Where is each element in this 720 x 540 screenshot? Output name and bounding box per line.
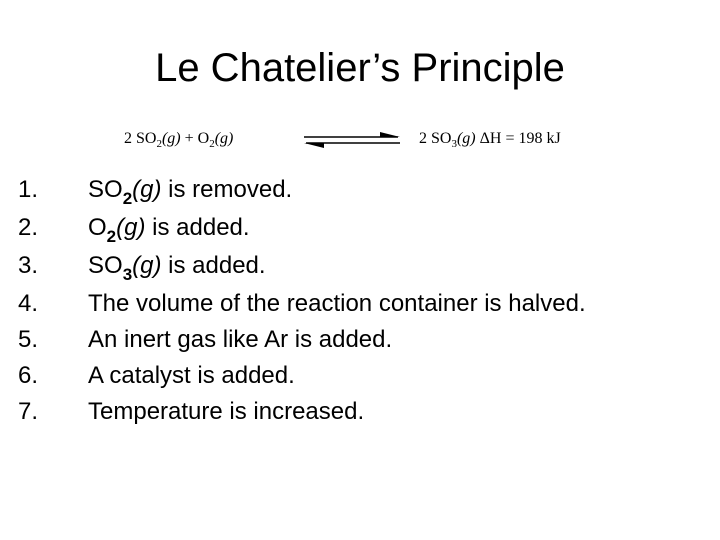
equilibrium-arrow-icon (302, 131, 402, 149)
list-item: 1. $SO_2(g)$ is removed. (18, 176, 293, 208)
condition-list (0, 175, 588, 433)
equilibrium-equation (124, 124, 644, 154)
list-item: 3. $SO_3(g)$ is added. (18, 252, 266, 284)
list-item: 4. The volume of the reaction container is halved. (18, 290, 586, 317)
list-item: 7. Temperature is increased. (18, 398, 365, 425)
list-item: 2. $O_2(g)$ is added. (18, 214, 250, 246)
slide-title: Le Chatelier’s Principle (155, 46, 565, 90)
list-item: 5. An inert gas like Ar is added. (18, 326, 393, 353)
equation-reactants: 2 $SO_2(g) + O_2(g)$ (124, 130, 234, 151)
list-item: 6. A catalyst is added. (18, 362, 295, 389)
equation-products: 2 $SO_3(g) \Delta H = 198$ kJ (419, 130, 561, 151)
